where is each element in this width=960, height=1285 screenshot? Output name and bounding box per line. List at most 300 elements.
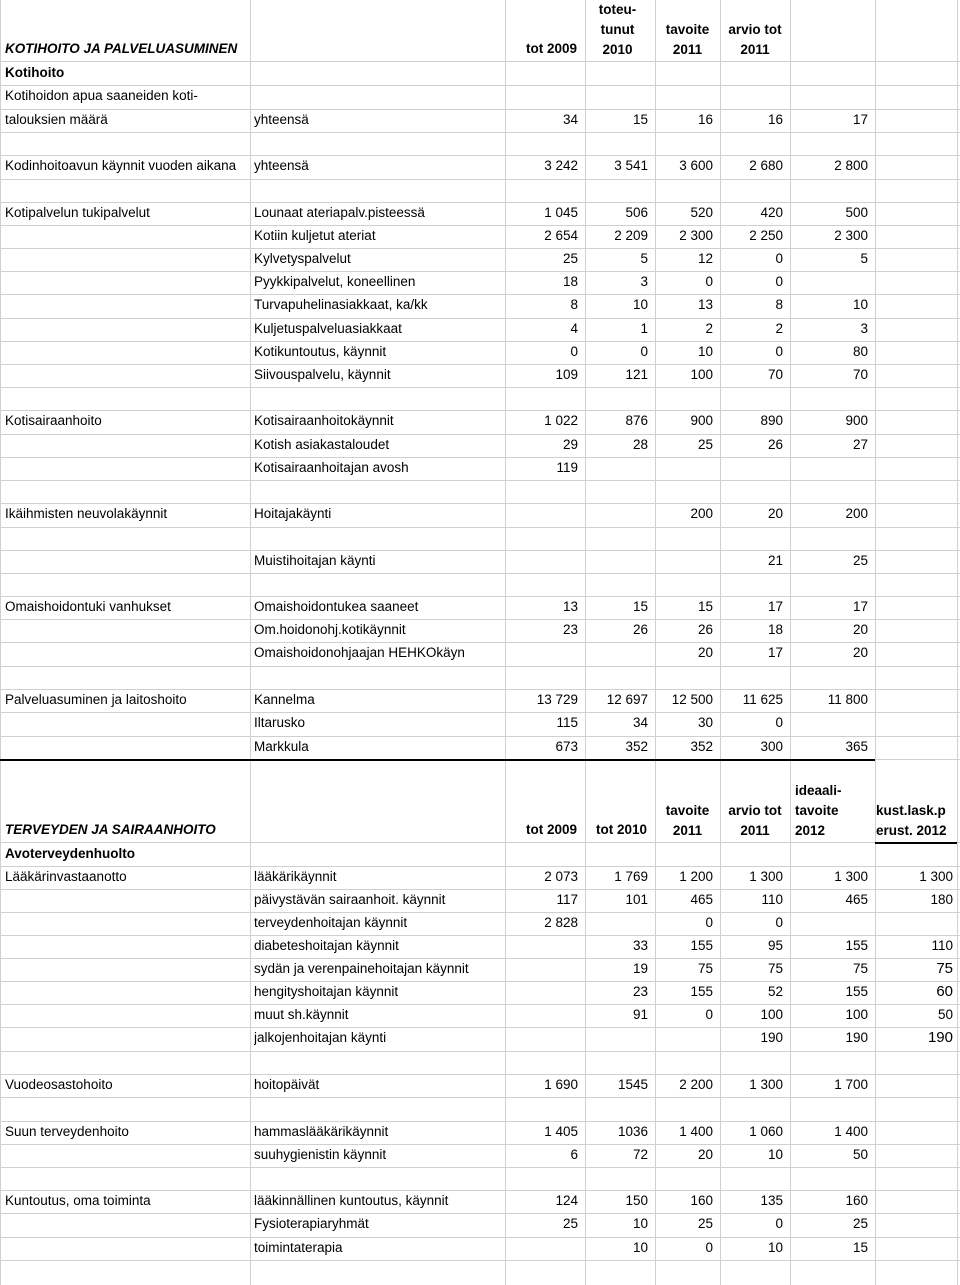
value-cell: 1 200 [679, 869, 713, 884]
value-cell: 0 [705, 1240, 713, 1255]
value-cell: 4 [570, 321, 578, 336]
value-cell: 1 700 [834, 1077, 868, 1092]
column-header-arvio-2011 [720, 801, 790, 841]
value-cell: 900 [690, 413, 713, 428]
value-cell: 190 [845, 1030, 868, 1045]
value-cell: 2 250 [749, 228, 783, 243]
value-cell: 2 680 [749, 158, 783, 173]
value-cell: 10 [632, 297, 648, 312]
value-cell: 12 [697, 251, 713, 266]
value-cell: 15 [632, 599, 648, 614]
value-cell: 190 [760, 1030, 783, 1045]
column-header-toteutunut-2010 [585, 0, 650, 60]
row-indicator: Kylvetyspalvelut [254, 251, 351, 266]
value-cell: 5 [860, 251, 868, 266]
value-cell: 117 [556, 892, 578, 907]
value-cell: 506 [625, 205, 648, 220]
value-cell: 200 [845, 506, 868, 521]
value-cell: 0 [705, 274, 713, 289]
value-cell: 11 625 [742, 692, 783, 707]
value-cell: 15 [852, 1240, 868, 1255]
value-cell: 72 [632, 1147, 648, 1162]
value-cell: 50 [852, 1147, 868, 1162]
value-cell: 70 [767, 367, 783, 382]
value-cell: 876 [625, 413, 648, 428]
value-cell: 2 654 [544, 228, 578, 243]
row-category [5, 1004, 249, 1026]
value-cell: 155 [845, 938, 868, 953]
value-cell: 20 [697, 1147, 713, 1162]
value-cell: 155 [690, 938, 713, 953]
value-cell: 0 [775, 915, 783, 930]
row-category: Kotisairaanhoito [5, 413, 102, 428]
row-category: Kodinhoitoavun käynnit vuoden aikana [5, 158, 237, 173]
value-cell: 1 060 [749, 1124, 783, 1139]
value-cell: 17 [767, 599, 783, 614]
value-cell: 75 [697, 961, 713, 976]
row-category: Ikäihmisten neuvolakäynnit [5, 506, 168, 521]
value-cell: 10 [852, 297, 868, 312]
value-cell: 180 [930, 892, 953, 907]
header-line: 2010 [602, 42, 633, 57]
value-cell [505, 503, 578, 525]
value-cell: 1545 [617, 1077, 648, 1092]
row-indicator: Kotisairaanhoitajan avosh [254, 460, 409, 475]
row-category [5, 958, 249, 980]
value-cell: 1 690 [544, 1077, 578, 1092]
value-cell: 0 [705, 915, 713, 930]
row-category [5, 364, 249, 386]
value-cell: 1 400 [834, 1124, 868, 1139]
value-cell: 27 [852, 437, 868, 452]
value-cell: 17 [767, 645, 783, 660]
column-header-tot-2009: tot 2009 [525, 41, 577, 56]
row-category: Vuodeosastohoito [5, 1077, 113, 1092]
value-cell: 34 [632, 715, 648, 730]
row-category: Kotihoidon apua saaneiden koti- [5, 88, 198, 103]
row-category [5, 271, 249, 293]
header-line: tunut [600, 22, 635, 37]
header-line: tavoite [795, 803, 839, 818]
column-header-tavoite-2011 [655, 20, 720, 60]
value-cell: 95 [767, 938, 783, 953]
value-cell: 2 300 [834, 228, 868, 243]
value-cell: 15 [632, 112, 648, 127]
row-category [5, 1213, 249, 1235]
row-indicator: Kotikuntoutus, käynnit [254, 344, 387, 359]
header-line: 2011 [672, 42, 703, 57]
value-cell [585, 1027, 648, 1049]
grid-row-line [0, 527, 960, 528]
value-cell: 500 [845, 205, 868, 220]
row-category [5, 318, 249, 340]
value-cell: 1 405 [544, 1124, 578, 1139]
row-category [5, 912, 249, 934]
value-cell: 1 022 [544, 413, 578, 428]
group-label: Avoterveydenhuolto [5, 846, 136, 861]
value-cell [875, 1144, 953, 1166]
value-cell: 20 [697, 645, 713, 660]
value-cell: 1 300 [834, 869, 868, 884]
row-category [5, 1027, 249, 1049]
value-cell [505, 935, 578, 957]
row-indicator: yhteensä [254, 158, 309, 173]
row-indicator: Siivouspalvelu, käynnit [254, 367, 391, 382]
grid-row-line [0, 179, 960, 180]
value-cell: 80 [852, 344, 868, 359]
value-cell: 2 200 [679, 1077, 713, 1092]
row-indicator: sydän ja verenpainehoitajan käynnit [254, 961, 469, 976]
value-cell: 1 045 [544, 205, 578, 220]
value-cell: 101 [625, 892, 648, 907]
section-underline [875, 842, 957, 844]
value-cell [655, 85, 713, 107]
row-indicator: diabeteshoitajan käynnit [254, 938, 399, 953]
value-cell: 16 [697, 112, 713, 127]
value-cell [790, 457, 868, 479]
value-cell: 2 800 [834, 158, 868, 173]
value-cell [655, 550, 713, 572]
value-cell: 10 [632, 1240, 648, 1255]
row-indicator: Turvapuhelinasiakkaat, ka/kk [254, 297, 428, 312]
value-cell [720, 85, 783, 107]
value-cell: 150 [625, 1193, 648, 1208]
value-cell: 0 [775, 251, 783, 266]
column-header-tot-2010: tot 2010 [595, 822, 647, 837]
value-cell: 10 [632, 1216, 648, 1231]
row-indicator: Muistihoitajan käynti [254, 553, 376, 568]
value-cell: 91 [632, 1007, 648, 1022]
value-cell: 673 [555, 739, 578, 754]
value-cell [585, 85, 648, 107]
value-cell: 520 [690, 205, 713, 220]
grid-row-line [0, 666, 960, 667]
grid-row-line [0, 480, 960, 481]
value-cell: 18 [767, 622, 783, 637]
row-category [5, 550, 249, 572]
row-indicator: Kotiin kuljetut ateriat [254, 228, 376, 243]
value-cell: 1 400 [679, 1124, 713, 1139]
value-cell: 465 [845, 892, 868, 907]
value-cell [655, 457, 713, 479]
row-category [5, 225, 249, 247]
value-cell: 10 [767, 1147, 783, 1162]
value-cell: 109 [555, 367, 578, 382]
value-cell [655, 1027, 713, 1049]
value-cell: 30 [697, 715, 713, 730]
column-header-arvio-2011 [720, 20, 790, 60]
value-cell: 0 [775, 715, 783, 730]
value-cell: 900 [845, 413, 868, 428]
row-category [5, 294, 249, 316]
row-indicator: muut sh.käynnit [254, 1007, 349, 1022]
value-cell: 200 [690, 506, 713, 521]
value-cell: 52 [767, 984, 783, 999]
value-cell: 25 [562, 1216, 578, 1231]
value-cell: 25 [697, 437, 713, 452]
value-cell: 1036 [617, 1124, 648, 1139]
value-cell: 0 [775, 274, 783, 289]
value-cell [585, 912, 648, 934]
row-category: talouksien määrä [5, 112, 108, 127]
row-category [5, 434, 249, 456]
value-cell: 3 [640, 274, 648, 289]
row-category [5, 457, 249, 479]
grid-row-line [0, 1051, 960, 1052]
column-header-kust-lask-perust-2012 [876, 801, 956, 841]
row-category [5, 935, 249, 957]
value-cell: 1 769 [614, 869, 648, 884]
grid-row-line [0, 387, 960, 388]
value-cell [505, 550, 578, 572]
value-cell: 15 [697, 599, 713, 614]
value-cell: 18 [562, 274, 578, 289]
row-category [5, 642, 249, 664]
header-line: arvio tot [728, 803, 782, 818]
value-cell: 0 [705, 1007, 713, 1022]
row-indicator: lääkinnällinen kuntoutus, käynnit [254, 1193, 449, 1208]
value-cell: 155 [690, 984, 713, 999]
value-cell: 0 [570, 344, 578, 359]
value-cell: 26 [767, 437, 783, 452]
row-category: Lääkärinvastaanotto [5, 869, 127, 884]
value-cell: 13 729 [536, 692, 578, 707]
value-cell: 0 [775, 1216, 783, 1231]
value-cell [505, 642, 578, 664]
value-cell: 8 [570, 297, 578, 312]
value-cell: 11 800 [827, 692, 868, 707]
value-cell [505, 85, 578, 107]
value-cell: 26 [697, 622, 713, 637]
grid-row-line [0, 1260, 960, 1261]
value-cell: 1 300 [749, 1077, 783, 1092]
value-cell: 100 [845, 1007, 868, 1022]
row-indicator: hammaslääkärikäynnit [254, 1124, 389, 1139]
value-cell: 60 [936, 983, 953, 1000]
row-indicator: Markkula [254, 739, 309, 754]
value-cell: 0 [640, 344, 648, 359]
grid-row-line [0, 132, 960, 133]
value-cell: 16 [767, 112, 783, 127]
row-indicator: lääkärikäynnit [254, 869, 337, 884]
row-indicator: Kotish asiakastaloudet [254, 437, 390, 452]
value-cell: 23 [632, 984, 648, 999]
row-indicator: Pyykkipalvelut, koneellinen [254, 274, 416, 289]
value-cell: 25 [852, 1216, 868, 1231]
value-cell [790, 85, 868, 107]
value-cell: 2 300 [679, 228, 713, 243]
value-cell: 119 [556, 460, 578, 475]
value-cell: 110 [761, 892, 783, 907]
row-indicator: jalkojenhoitajan käynti [254, 1030, 387, 1045]
value-cell: 13 [562, 599, 578, 614]
row-category [5, 889, 249, 911]
value-cell: 25 [852, 553, 868, 568]
header-line: 2012 [795, 823, 826, 838]
value-cell [505, 1027, 578, 1049]
value-cell: 20 [852, 622, 868, 637]
value-cell: 465 [690, 892, 713, 907]
value-cell: 110 [931, 938, 953, 953]
row-category [5, 248, 249, 270]
value-cell: 135 [760, 1193, 783, 1208]
value-cell: 0 [775, 344, 783, 359]
value-cell: 190 [927, 1029, 953, 1046]
row-indicator: hengityshoitajan käynnit [254, 984, 399, 999]
row-category [5, 712, 249, 734]
value-cell: 26 [632, 622, 648, 637]
value-cell: 2 828 [544, 915, 578, 930]
row-indicator: Iltarusko [254, 715, 306, 730]
row-category [5, 1237, 249, 1259]
header-line: 2011 [740, 823, 770, 838]
value-cell [875, 1121, 953, 1143]
value-cell: 75 [936, 960, 953, 977]
column-header-ideaalitavoite-2012 [795, 781, 875, 841]
row-category [5, 619, 249, 641]
header-line: arvio tot [728, 22, 782, 37]
value-cell: 160 [690, 1193, 713, 1208]
value-cell: 3 600 [679, 158, 713, 173]
value-cell: 8 [775, 297, 783, 312]
value-cell: 10 [697, 344, 713, 359]
value-cell [585, 642, 648, 664]
row-indicator: Kannelma [254, 692, 315, 707]
grid-row-line [0, 1167, 960, 1168]
row-indicator: suuhygienistin käynnit [254, 1147, 387, 1162]
header-line: ideaali- [795, 783, 842, 798]
row-category [5, 341, 249, 363]
row-category: Palveluasuminen ja laitoshoito [5, 692, 187, 707]
value-cell: 28 [632, 437, 648, 452]
value-cell: 155 [845, 984, 868, 999]
value-cell: 300 [760, 739, 783, 754]
value-cell: 365 [845, 739, 868, 754]
row-indicator: yhteensä [254, 112, 309, 127]
group-label: Kotihoito [5, 65, 65, 80]
value-cell: 10 [767, 1240, 783, 1255]
value-cell: 21 [767, 553, 783, 568]
value-cell: 121 [625, 367, 648, 382]
value-cell: 1 300 [749, 869, 783, 884]
value-cell: 3 541 [614, 158, 648, 173]
value-cell [720, 457, 783, 479]
value-cell: 6 [570, 1147, 578, 1162]
row-category [5, 1144, 249, 1166]
grid-row-line [0, 573, 960, 574]
value-cell: 2 209 [614, 228, 648, 243]
value-cell: 25 [562, 251, 578, 266]
value-cell: 17 [852, 112, 868, 127]
header-line: 2011 [740, 42, 770, 57]
value-cell: 352 [690, 739, 713, 754]
header-line: tavoite [665, 803, 710, 818]
header-line: tavoite [665, 22, 710, 37]
value-cell: 34 [562, 112, 578, 127]
value-cell: 13 [697, 297, 713, 312]
row-category: Kuntoutus, oma toiminta [5, 1193, 151, 1208]
value-cell: 115 [556, 715, 578, 730]
row-indicator: Hoitajakäynti [254, 506, 332, 521]
value-cell: 124 [555, 1193, 578, 1208]
value-cell [875, 1237, 953, 1259]
value-cell [875, 1190, 953, 1212]
value-cell: 29 [562, 437, 578, 452]
value-cell: 75 [852, 961, 868, 976]
value-cell: 70 [852, 367, 868, 382]
value-cell: 352 [625, 739, 648, 754]
row-indicator: Lounaat ateriapalv.pisteessä [254, 205, 425, 220]
value-cell: 25 [697, 1216, 713, 1231]
header-line: kust.lask.p [876, 803, 946, 818]
value-cell [790, 912, 868, 934]
value-cell: 5 [640, 251, 648, 266]
section-title: KOTIHOITO JA PALVELUASUMINEN [5, 41, 238, 56]
value-cell: 50 [937, 1007, 953, 1022]
value-cell: 100 [760, 1007, 783, 1022]
value-cell: 12 500 [671, 692, 713, 707]
value-cell [505, 1237, 578, 1259]
value-cell [585, 503, 648, 525]
row-category: Kotipalvelun tukipalvelut [5, 205, 150, 220]
value-cell [790, 271, 868, 293]
row-category [5, 736, 249, 758]
value-cell [585, 457, 648, 479]
header-line: erust. 2012 [876, 823, 947, 838]
value-cell: 3 242 [544, 158, 578, 173]
value-cell [505, 981, 578, 1003]
value-cell [505, 1004, 578, 1026]
value-cell: 2 [705, 321, 713, 336]
value-cell: 2 073 [544, 869, 578, 884]
grid-row-line [0, 1097, 960, 1098]
value-cell: 19 [632, 961, 648, 976]
value-cell: 33 [632, 938, 648, 953]
value-cell: 17 [852, 599, 868, 614]
row-indicator: hoitopäivät [254, 1077, 320, 1092]
value-cell [875, 912, 953, 934]
value-cell: 20 [767, 506, 783, 521]
row-indicator: päivystävän sairaanhoit. käynnit [254, 892, 446, 907]
row-category: Omaishoidontuki vanhukset [5, 599, 171, 614]
section-divider [0, 759, 875, 761]
header-line: toteu- [598, 2, 637, 17]
value-cell: 100 [690, 367, 713, 382]
value-cell: 12 697 [606, 692, 648, 707]
value-cell: 20 [852, 645, 868, 660]
row-indicator: Kuljetuspalveluasiakkaat [254, 321, 402, 336]
value-cell: 1 300 [919, 869, 953, 884]
value-cell: 1 [640, 321, 648, 336]
value-cell: 2 [775, 321, 783, 336]
row-indicator: Om.hoidonohj.kotikäynnit [254, 622, 406, 637]
value-cell: 23 [562, 622, 578, 637]
row-indicator: Omaishoidonohjaajan HEHKOkäyn [254, 645, 465, 660]
value-cell [875, 1213, 953, 1235]
row-category: Suun terveydenhoito [5, 1124, 129, 1139]
value-cell [875, 1074, 953, 1096]
value-cell [585, 550, 648, 572]
row-indicator: Fysioterapiaryhmät [254, 1216, 369, 1231]
section-title: TERVEYDEN JA SAIRAANHOITO [5, 822, 216, 837]
value-cell: 75 [767, 961, 783, 976]
column-header-tot-2009: tot 2009 [525, 822, 577, 837]
row-category [5, 981, 249, 1003]
value-cell [790, 712, 868, 734]
row-indicator: toimintaterapia [254, 1240, 343, 1255]
row-indicator: Omaishoidontukea saaneet [254, 599, 419, 614]
row-indicator: Kotisairaanhoitokäynnit [254, 413, 394, 428]
